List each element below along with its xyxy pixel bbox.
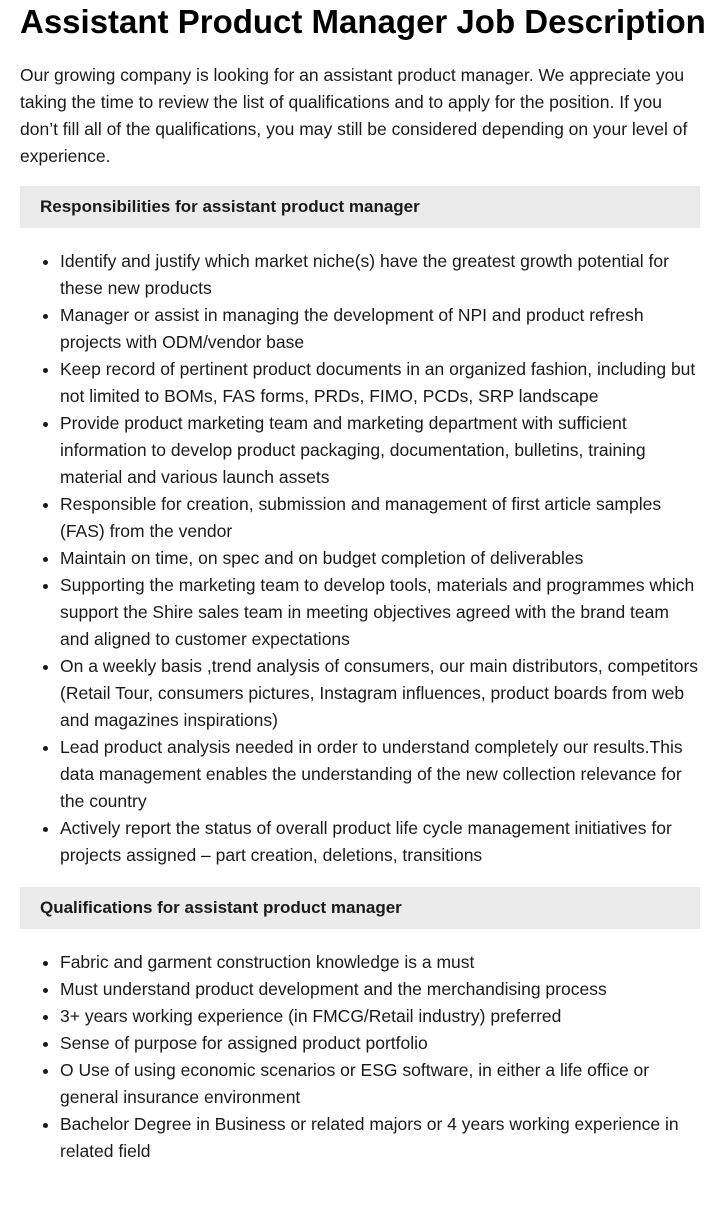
qualifications-list bbox=[20, 949, 700, 1165]
list-item: • Bachelor Degree in Business or related majors or 4 years working experience in related field bbox=[60, 1111, 700, 1165]
list-item: • Responsible for creation, submission and management of first article samples (FAS) from the vendor bbox=[60, 491, 700, 545]
list-item: • Sense of purpose for assigned product portfolio bbox=[60, 1030, 700, 1057]
list-item: • Must understand product development and the merchandising process bbox=[60, 976, 700, 1003]
responsibilities-heading: Responsibilities for assistant product manager bbox=[20, 186, 700, 228]
list-item: • Keep record of pertinent product documents in an organized fashion, including but not limited to BOMs, FAS forms, PRDs, FIMO, PCDs, SRP landscape bbox=[60, 356, 700, 410]
list-item: • Actively report the status of overall product life cycle management initiatives for projects assigned – part creation, deletions, transitions bbox=[60, 815, 700, 869]
list-item: • On a weekly basis ,trend analysis of consumers, our main distributors, competitors (Retail Tour, consumers pictures, Instagram influences, product boards from web and magazines inspirations) bbox=[60, 653, 700, 734]
list-item: • Fabric and garment construction knowledge is a must bbox=[60, 949, 700, 976]
list-item: • Provide product marketing team and marketing department with sufficient information to develop product packaging, documentation, bulletins, training material and various launch assets bbox=[60, 410, 700, 491]
list-item: • Identify and justify which market niche(s) have the greatest growth potential for these new products bbox=[60, 248, 700, 302]
list-item: • Supporting the marketing team to develop tools, materials and programmes which support the Shire sales team in meeting objectives agreed with the brand team and aligned to customer expectations bbox=[60, 572, 700, 653]
qualifications-heading: Qualifications for assistant product manager bbox=[20, 887, 700, 929]
list-item: • Maintain on time, on spec and on budget completion of deliverables bbox=[60, 545, 700, 572]
list-item: • Manager or assist in managing the development of NPI and product refresh projects with ODM/vendor base bbox=[60, 302, 700, 356]
page-title: Assistant Product Manager Job Description bbox=[20, 3, 706, 40]
intro-paragraph: Our growing company is looking for an assistant product manager. We appreciate you taking the time to review the list of qualifications and to apply for the position. If you don’t fill all of the qualifications, you may still be considered depending on your level of experience. bbox=[20, 65, 688, 166]
list-item: • Lead product analysis needed in order to understand completely our results.This data management enables the understanding of the new collection relevance for the country bbox=[60, 734, 700, 815]
responsibilities-list bbox=[20, 248, 700, 869]
list-item: • O Use of using economic scenarios or ESG software, in either a life office or general insurance environment bbox=[60, 1057, 700, 1111]
list-item: • 3+ years working experience (in FMCG/Retail industry) preferred bbox=[60, 1003, 700, 1030]
